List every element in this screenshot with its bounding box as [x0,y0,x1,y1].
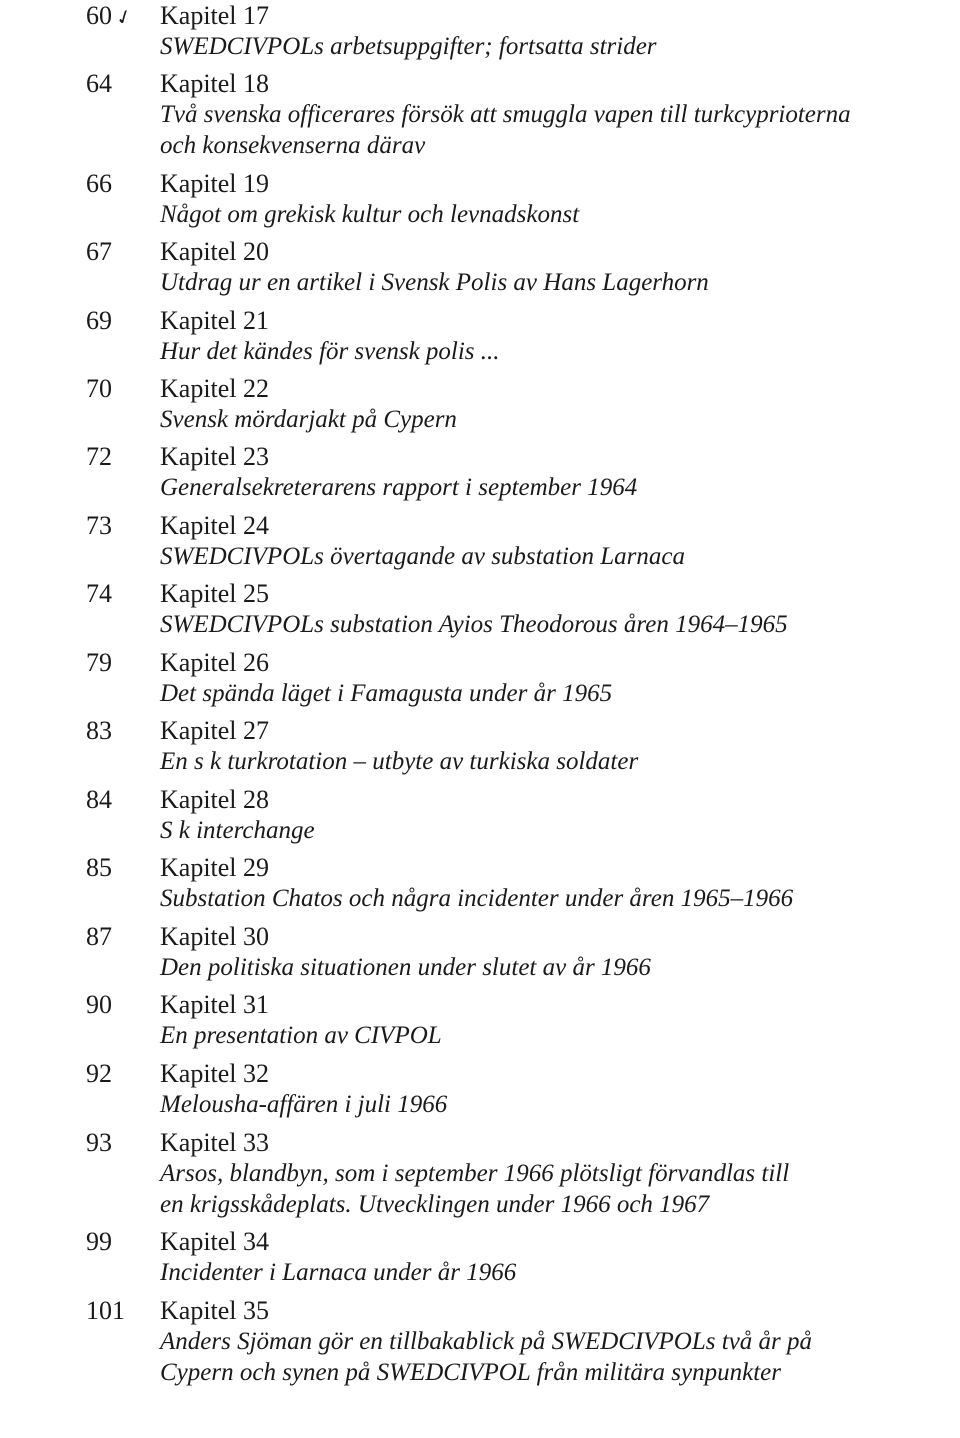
chapter-title [160,99,950,161]
chapter-label: Kapitel 22 [160,374,270,403]
chapter-title-line: Melousha-affären i juli 1966 [160,1091,448,1118]
chapter-title-line: en krigsskådeplats. Utvecklingen under 1966 och 1967 [160,1191,710,1218]
page-number [86,989,112,1020]
page-number [86,68,112,99]
page-number [86,441,112,472]
page-number-text: 60 [86,1,112,30]
chapter-title-line: SWEDCIVPOLs arbetsuppgifter; fortsatta strider [160,33,657,60]
chapter-title [160,31,950,62]
page-number-text: 93 [86,1128,112,1157]
chapter-title [160,1326,950,1388]
chapter-label: Kapitel 34 [160,1227,270,1256]
page-number [86,305,112,336]
chapter-label: Kapitel 18 [160,69,270,98]
chapter-title-line: Substation Chatos och några incidenter under åren 1965–1966 [160,885,794,912]
page-number [86,168,112,199]
chapter-title-line: Två svenska officerares försök att smuggla vapen till turkcyprioterna [160,101,851,128]
page-number [86,784,112,815]
chapter-title [160,1089,950,1120]
page-number-text: 72 [86,442,112,471]
page-number [86,236,112,267]
chapter-title-line: En s k turkrotation – utbyte av turkiska soldater [160,748,639,775]
page-number-text: 64 [86,69,112,98]
page-number [86,1058,112,1089]
page-number [86,510,112,541]
chapter-title-line: Cypern och synen på SWEDCIVPOL från militära synpunkter [160,1359,781,1386]
chapter-title-line: Arsos, blandbyn, som i september 1966 plötsligt förvandlas till [160,1160,790,1187]
chapter-label: Kapitel 20 [160,237,270,266]
chapter-title [160,336,950,367]
chapter-title [160,883,950,914]
chapter-label: Kapitel 21 [160,306,270,335]
chapter-title-line: Något om grekisk kultur och levnadskonst [160,201,580,228]
page-number-text: 101 [86,1296,125,1325]
chapter-title-line: Generalsekreterarens rapport i september 1964 [160,474,638,501]
chapter-label: Kapitel 19 [160,169,270,198]
page-number [86,1127,112,1158]
page-number [86,715,112,746]
handwritten-check-icon: ✓ [112,4,137,32]
chapter-title [160,541,950,572]
chapter-title [160,746,950,777]
page-number-text: 69 [86,306,112,335]
page-number [86,647,112,678]
page-number [86,921,112,952]
chapter-title-line: Svensk mördarjakt på Cypern [160,406,457,433]
page-number [86,1295,125,1326]
chapter-title-line: Det spända läget i Famagusta under år 1965 [160,680,613,707]
chapter-title-line: En presentation av CIVPOL [160,1022,442,1049]
chapter-label: Kapitel 35 [160,1296,270,1325]
chapter-title-line: SWEDCIVPOLs övertagande av substation Larnaca [160,543,685,570]
chapter-label: Kapitel 17 [160,1,270,30]
chapter-title [160,1020,950,1051]
chapter-title [160,404,950,435]
chapter-title [160,1257,950,1288]
chapter-label: Kapitel 33 [160,1128,270,1157]
page-number [86,578,112,609]
page-number-text: 66 [86,169,112,198]
page-number-text: 99 [86,1227,112,1256]
chapter-label: Kapitel 29 [160,853,270,882]
chapter-label: Kapitel 32 [160,1059,270,1088]
page-number-text: 90 [86,990,112,1019]
chapter-title-line: Utdrag ur en artikel i Svensk Polis av Hans Lagerhorn [160,269,709,296]
page-number-text: 74 [86,579,112,608]
page-number-text: 79 [86,648,112,677]
chapter-title-line: Incidenter i Larnaca under år 1966 [160,1259,517,1286]
page-number-text: 83 [86,716,112,745]
page-number-text: 67 [86,237,112,266]
page-number-text: 73 [86,511,112,540]
chapter-label: Kapitel 23 [160,442,270,471]
chapter-title [160,1158,950,1220]
page-number [86,0,137,32]
chapter-title [160,609,950,640]
chapter-title-line: S k interchange [160,817,315,844]
page-number [86,1226,112,1257]
page-number [86,373,112,404]
chapter-label: Kapitel 25 [160,579,270,608]
chapter-label: Kapitel 26 [160,648,270,677]
chapter-title [160,199,950,230]
chapter-title [160,678,950,709]
page-number-text: 85 [86,853,112,882]
chapter-title-line: Hur det kändes för svensk polis ... [160,338,500,365]
chapter-label: Kapitel 30 [160,922,270,951]
page-number-text: 87 [86,922,112,951]
page-number [86,852,112,883]
chapter-label: Kapitel 28 [160,785,270,814]
chapter-label: Kapitel 27 [160,716,270,745]
chapter-title [160,472,950,503]
chapter-label: Kapitel 31 [160,990,270,1019]
page-number-text: 92 [86,1059,112,1088]
chapter-title [160,267,950,298]
chapter-title-line: Den politiska situationen under slutet av år 1966 [160,954,651,981]
chapter-title-line: och konsekvenserna därav [160,132,426,159]
chapter-label: Kapitel 24 [160,511,270,540]
page-number-text: 70 [86,374,112,403]
page-number-text: 84 [86,785,112,814]
chapter-title-line: SWEDCIVPOLs substation Ayios Theodorous åren 1964–1965 [160,611,788,638]
chapter-title [160,815,950,846]
chapter-title [160,952,950,983]
chapter-title-line: Anders Sjöman gör en tillbakablick på SWEDCIVPOLs två år på [160,1328,813,1355]
